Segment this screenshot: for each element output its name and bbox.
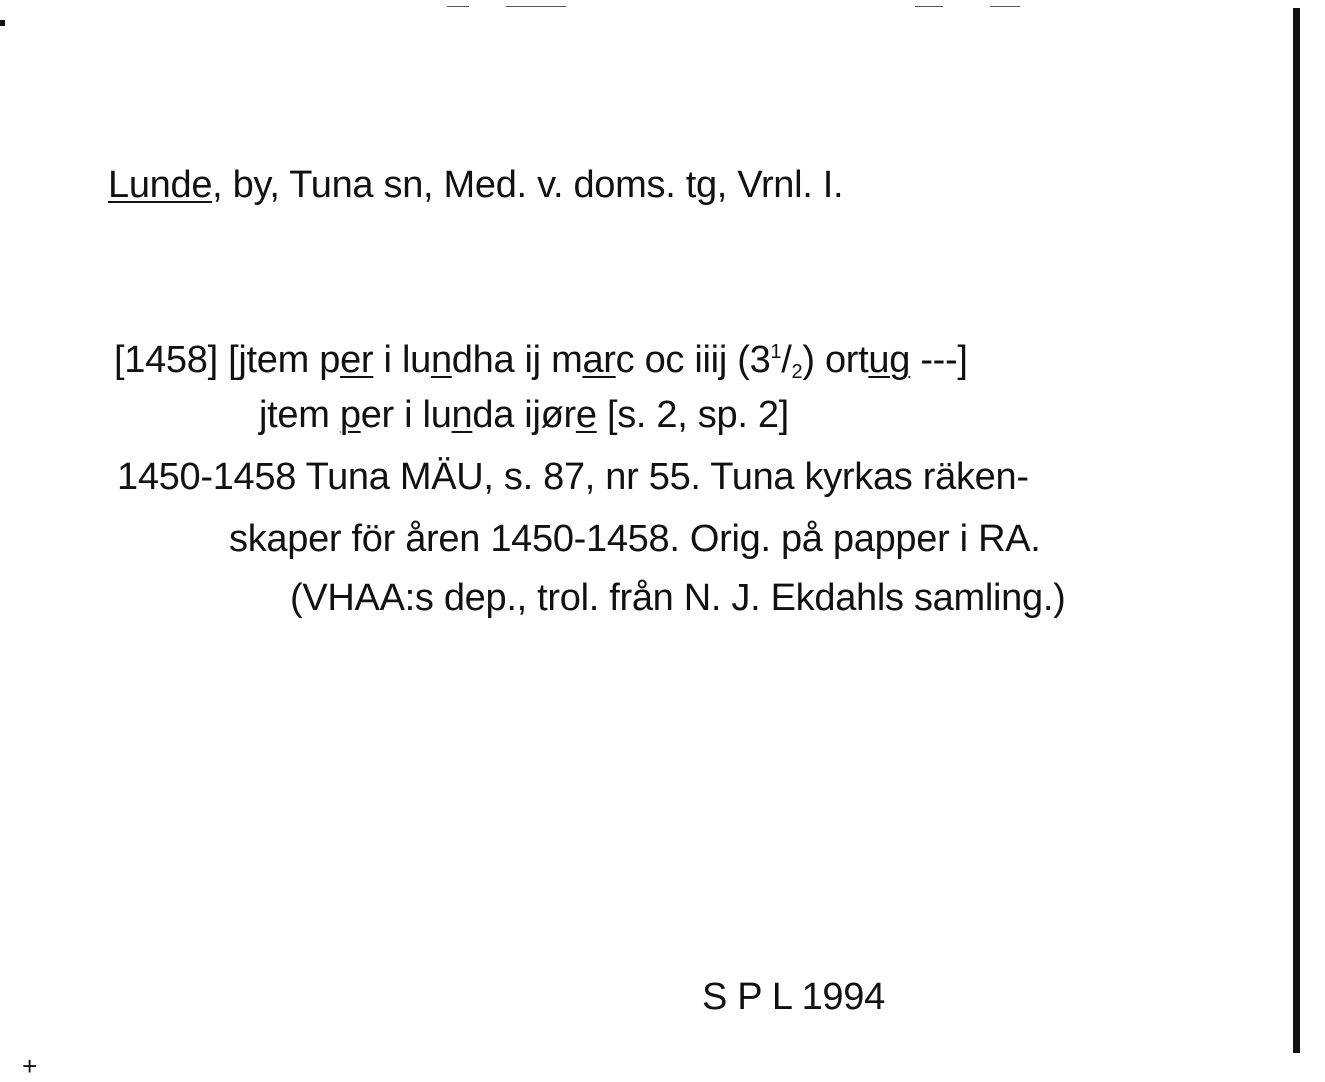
source-line-1: 1450-1458 Tuna MÄU, s. 87, nr 55. Tuna kyrkas räken-: [117, 456, 1029, 498]
card-heading: [108, 163, 843, 207]
quote-line-2: [259, 393, 789, 437]
quote-text: i lu: [373, 339, 431, 381]
quote-abbreviation: n: [451, 394, 473, 436]
quote-abbreviation: ug: [868, 339, 911, 381]
quote-text: ---]: [910, 339, 968, 381]
scan-mark: [0, 20, 5, 26]
signature: S P L 1994: [702, 976, 885, 1018]
card-edge: [1293, 8, 1300, 1053]
fraction-denominator: 2: [791, 361, 803, 383]
quote-text: ) ort: [802, 339, 869, 381]
quote-abbreviation: p: [339, 394, 361, 436]
quote-text: j: [238, 339, 247, 381]
place-description: , by, Tuna sn, Med. v. doms. tg, Vrnl. I.: [212, 164, 844, 206]
quote-text: da ijør: [472, 394, 576, 436]
quote-abbreviation: n: [430, 339, 452, 381]
source-line-2: skaper för åren 1450-1458. Orig. på papper i RA.: [229, 518, 1041, 560]
fraction-slash: /: [781, 339, 792, 381]
quote-text: p: [319, 339, 341, 381]
quote-abbreviation: ar: [582, 339, 616, 381]
place-name: Lunde: [108, 164, 213, 206]
scan-artifact: [447, 6, 469, 7]
quote-text: er i lu: [360, 394, 452, 436]
quote-line-1: [114, 330, 968, 394]
quote-text: dha ij m: [451, 339, 583, 381]
source-line-3: (VHAA:s dep., trol. från N. J. Ekdahls samling.): [290, 577, 1066, 619]
quote-text: [s. 2, sp. 2]: [596, 394, 789, 436]
quote-abbreviation: e: [575, 394, 597, 436]
plus-mark: +: [22, 1051, 38, 1081]
scan-artifact: [990, 6, 1020, 7]
quote-text: tem: [246, 339, 320, 381]
scan-artifact: [506, 6, 566, 7]
quote-text: [1458] [: [114, 339, 239, 381]
scan-artifact: [915, 6, 943, 7]
fraction-numerator: 1: [770, 341, 782, 363]
quote-text: c oc iiij (3: [615, 339, 771, 381]
quote-abbreviation: er: [340, 339, 374, 381]
quote-text: jtem: [259, 394, 340, 436]
